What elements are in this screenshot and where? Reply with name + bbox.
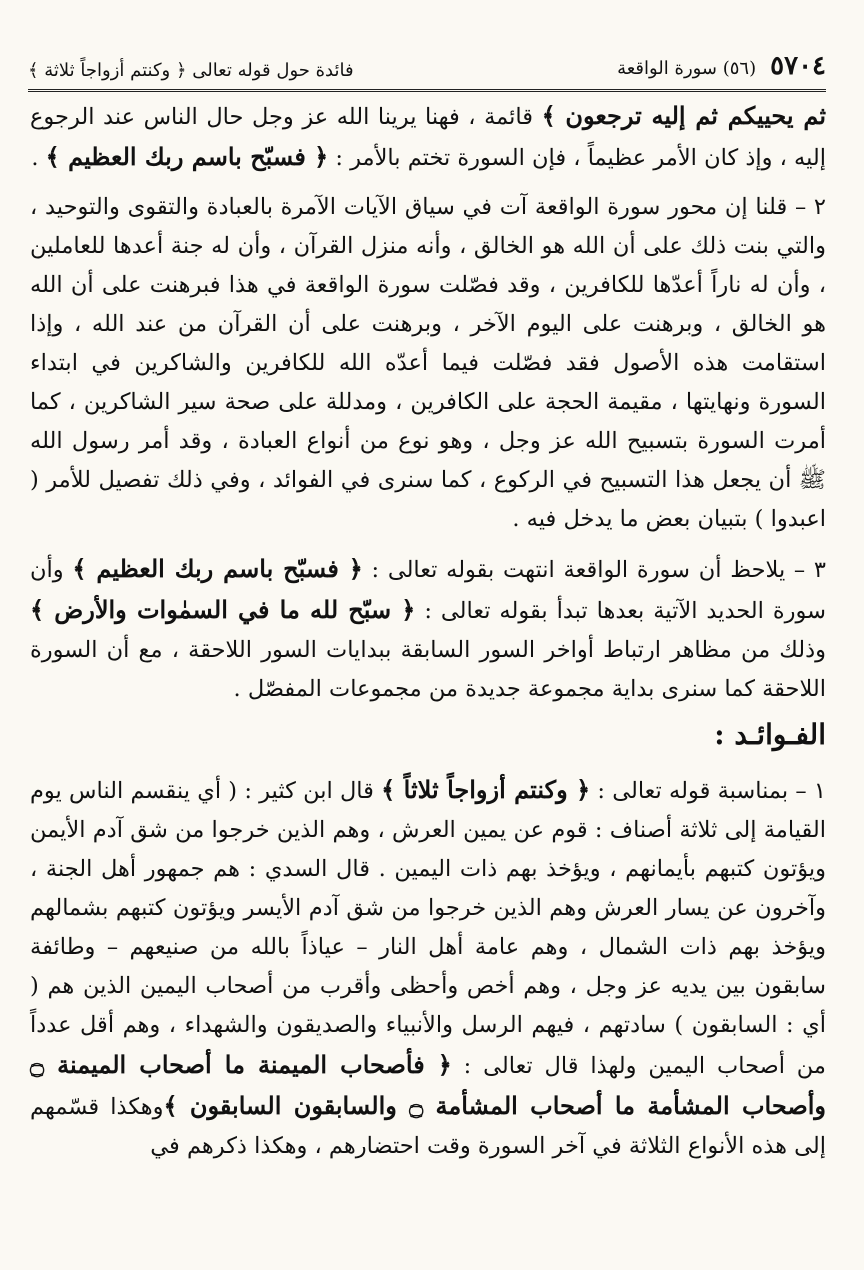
paragraph-fawaid-1 <box>30 770 826 1166</box>
paragraph-text: ١ – بمناسبة قوله تعالى : <box>590 778 826 804</box>
verse-quote: ﴿ فأصحاب الميمنة ما أصحاب الميمنة ۝ وأصحاب المشأمة ما أصحاب المشأمة ۝ والسابقون السابقون ﴾ <box>30 1050 826 1120</box>
surah-reference: (٥٦) سورة الواقعة <box>617 58 757 79</box>
paragraph-text: قال ابن كثير : ( أي ينقسم الناس يوم القيامة إلى ثلاثة أصناف : قوم عن يمين العرش ، وهم الذين خرجوا من شق آدم الأيمن ويؤتون كتبهم بأيمانهم ، ويؤخذ بهم ذات اليمين . قال السدي : هم جمهور أهل الجنة ، وآخرون عن يسار العرش وهم الذين خرجوا من شق آدم الأيسر ويؤتون كتبهم بشمالهم ويؤخذ بهم ذات الشمال ، وهم عامة أهل النار – عياذاً بالله من صنيعهم – وطائفة سابقون بين يديه عز وجل ، وهم أخص وأحظى وأقرب من أصحاب اليمين الذين هم ( أي : السابقون ) سادتهم ، فيهم الرسل والأنبياء والصديقون والشهداء ، وهم أقل عدداً من أصحاب اليمين ولهذا قال تعالى : <box>30 778 826 1079</box>
verse-quote: ﴿ فسبّح باسم ربك العظيم ﴾ <box>45 142 329 171</box>
section-heading: الفـوائـد : <box>714 718 826 751</box>
running-title: فائدة حول قوله تعالى ﴿ وكنتم أزواجاً ثلاثة ﴾ <box>28 60 354 81</box>
paragraph-3 <box>30 549 826 709</box>
verse-quote: ﴿ سبّح لله ما في السمٰوات والأرض ﴾ <box>30 595 416 624</box>
header-right <box>617 51 826 81</box>
verse-quote: ﴿ فسبّح باسم ربك العظيم ﴾ <box>72 554 363 583</box>
paragraph-text: وذلك من مظاهر ارتباط أواخر السور السابقة ببدايات السور اللاحقة ، مع أن السورة اللاحقة كما سنرى بداية مجموعة جديدة من مجموعات المفصّل . <box>30 637 826 702</box>
paragraph-continuation <box>30 96 826 178</box>
paragraph-text: وهكذا قسّمهم إلى هذه الأنواع الثلاثة في آخر السورة وقت احتضارهم ، وهكذا ذكرهم في <box>30 1094 826 1159</box>
paragraph-text: . <box>31 145 46 171</box>
paragraph-text: وأن سورة الحديد الآتية بعدها تبدأ بقوله تعالى : <box>30 557 827 624</box>
page-number: ٥٧٠٤ <box>770 51 826 81</box>
paragraph-text: قائمة ، فهنا يرينا الله عز وجل حال الناس عند الرجوع إليه ، وإذ كان الأمر عظيماً ، فإن السورة تختم بالأمر : <box>30 104 826 171</box>
page-body <box>30 96 826 1250</box>
running-header <box>28 40 826 92</box>
verse-quote: ثم يحييكم ثم إليه ترجعون ﴾ <box>541 101 826 130</box>
paragraph-2: ٢ – قلنا إن محور سورة الواقعة آت في سياق الآيات الآمرة بالعبادة والتقوى والتوحيد ، والتي بنت ذلك على أن الله هو الخالق ، وأنه منزل القرآن ، وأن له جنة أعدها للعاملين ، وأن له ناراً أعدّها للكافرين ، وقد فصّلت سورة الواقعة في هذا فبرهنت على أن الله هو الخالق ، وبرهنت على اليوم الآخر ، وبرهنت على أن القرآن من عند الله ، وإذا استقامت هذه الأصول فقد فصّلت فيما أعدّه الله للكافرين والشاكرين في ابتداء السورة ونهايتها ، مقيمة الحجة على الكافرين ، ومدللة على صحة سير الشاكرين ، كما أمرت السورة بتسبيح الله عز وجل ، وهو نوع من أنواع العبادة ، وقد أمر رسول الله ﷺ أن يجعل هذا التسبيح في الركوع ، كما سنرى في الفوائد ، وفي ذلك تفصيل للأمر ( اعبدوا ) بتبيان بعض ما يدخل فيه . <box>30 194 826 532</box>
verse-quote: ﴿ وكنتم أزواجاً ثلاثاً ﴾ <box>381 775 591 804</box>
paragraph-text: ٣ – يلاحظ أن سورة الواقعة انتهت بقوله تعالى : <box>362 557 827 583</box>
